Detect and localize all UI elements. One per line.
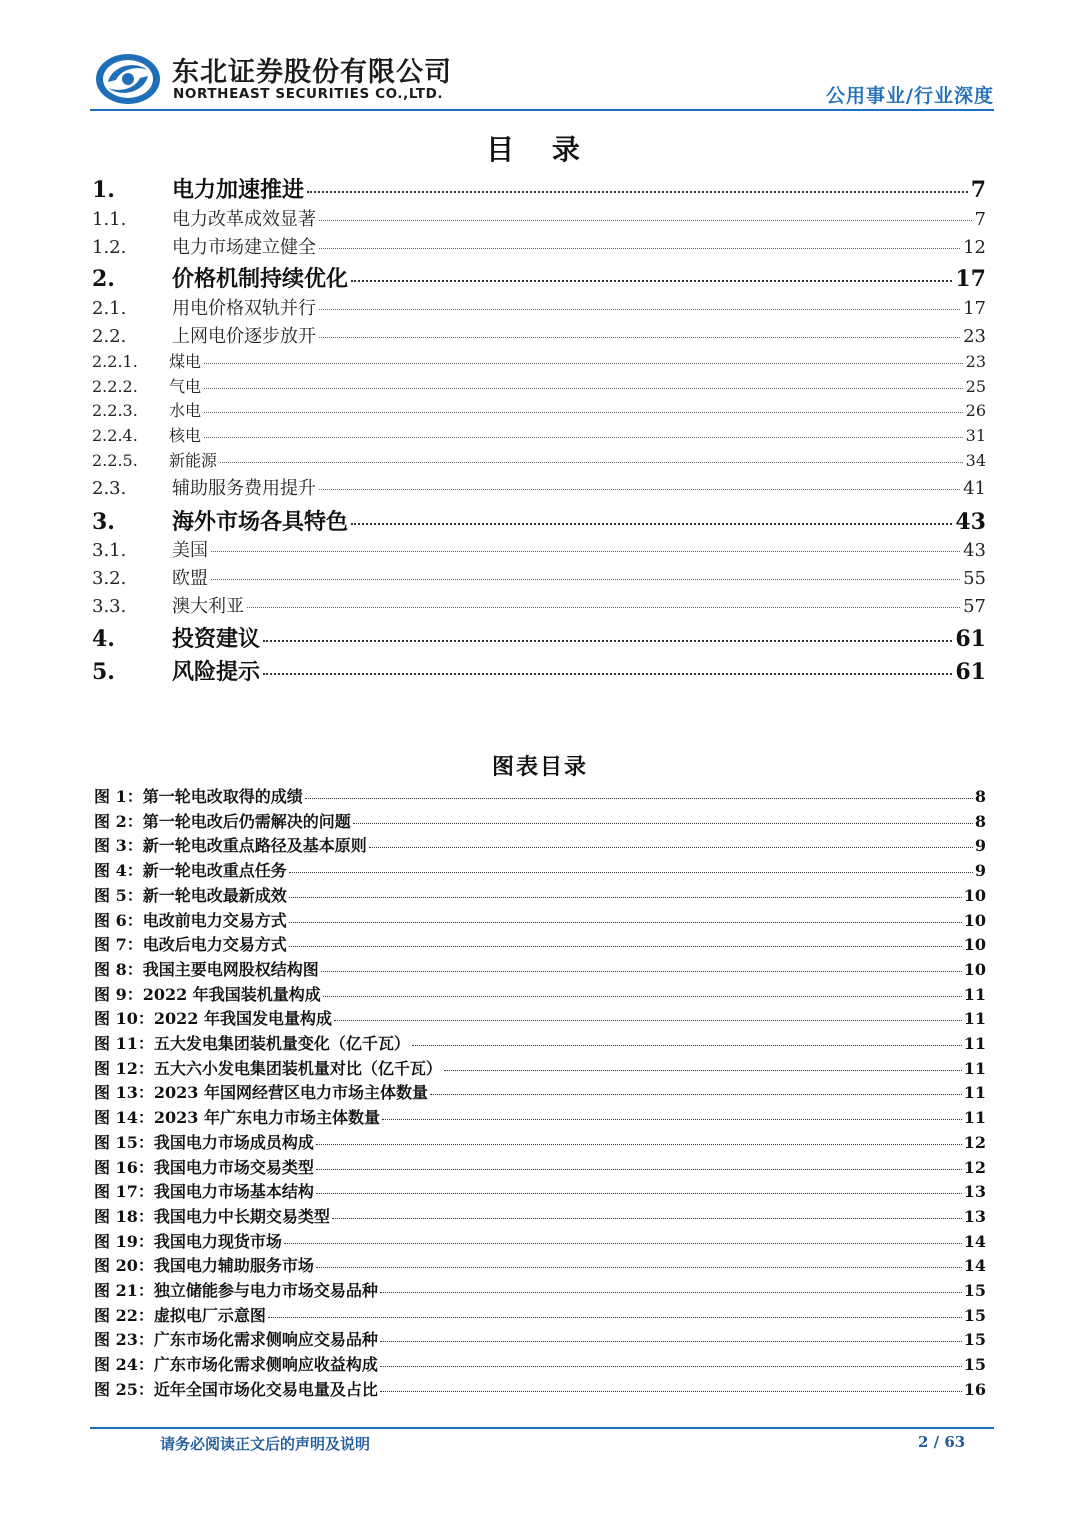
figure-entry-page: 15 — [963, 1330, 986, 1350]
leader-dots — [353, 823, 973, 824]
figure-entry-page: 11 — [963, 984, 986, 1004]
figure-entry[interactable] — [94, 1155, 986, 1178]
toc-entry-title: 风险提示 — [172, 659, 261, 685]
toc-entry[interactable] — [92, 322, 986, 348]
toc-entry[interactable] — [92, 294, 986, 320]
figure-entry[interactable] — [94, 1303, 986, 1326]
leader-dots — [289, 946, 962, 947]
toc-entry[interactable] — [92, 536, 986, 562]
figure-entry-page: 11 — [963, 1034, 986, 1053]
toc-entry[interactable] — [92, 505, 986, 536]
leader-dots — [204, 412, 963, 413]
figure-entry[interactable] — [94, 1080, 986, 1103]
toc-entry[interactable] — [92, 474, 986, 500]
leader-dots — [268, 1317, 962, 1318]
figure-entry-page: 11 — [963, 1058, 986, 1078]
figure-entry[interactable] — [94, 908, 986, 931]
leader-dots — [204, 437, 963, 438]
toc-entry[interactable] — [92, 233, 986, 259]
toc-entry-number: 3. — [92, 509, 115, 535]
figure-entry-label: 图 21：独立储能参与电力市场交易品种 — [94, 1281, 378, 1300]
toc-entry-page: 26 — [965, 401, 986, 420]
figure-entry-page: 15 — [963, 1281, 986, 1300]
figure-entry-label: 图 20：我国电力辅助服务市场 — [94, 1256, 314, 1276]
figure-entry-label: 图 17：我国电力市场基本结构 — [94, 1182, 314, 1202]
figure-entry[interactable] — [94, 957, 986, 980]
toc-entry-number: 2.2.2. — [92, 377, 138, 396]
toc-entry[interactable] — [92, 398, 986, 421]
figure-entry-label: 图 7：电改后电力交易方式 — [94, 935, 287, 955]
toc-entry[interactable] — [92, 205, 986, 231]
figure-entry[interactable] — [94, 1352, 986, 1375]
figure-entry[interactable] — [94, 883, 986, 906]
toc-entry-page: 31 — [965, 426, 986, 445]
leader-dots — [316, 1169, 962, 1170]
toc-entry-title: 美国 — [172, 540, 208, 561]
figure-entry[interactable] — [94, 1006, 986, 1029]
toc-entry-title: 价格机制持续优化 — [172, 266, 349, 292]
figure-list-title: 图表目录 — [491, 755, 588, 780]
figure-entry-page: 9 — [974, 836, 986, 856]
toc-entry[interactable] — [92, 374, 986, 397]
toc-entry-page: 17 — [963, 298, 986, 319]
leader-dots — [305, 798, 973, 799]
figure-entry-label: 图 24：广东市场化需求侧响应收益构成 — [94, 1355, 378, 1375]
leader-dots — [289, 872, 973, 873]
figure-entry[interactable] — [94, 784, 986, 807]
toc-entry-title: 澳大利亚 — [172, 596, 244, 617]
figure-entry[interactable] — [94, 1278, 986, 1301]
leader-dots — [307, 191, 968, 193]
toc-entry-number: 2.2.1. — [92, 352, 138, 371]
figure-entry-label: 图 5：新一轮电改最新成效 — [94, 885, 287, 905]
toc-entry-title: 用电价格双轨并行 — [172, 298, 316, 319]
leader-dots — [351, 523, 952, 525]
footer-divider — [90, 1427, 994, 1429]
leader-dots — [289, 922, 962, 923]
figure-entry[interactable] — [94, 1056, 986, 1079]
toc-entry-page: 61 — [955, 626, 986, 652]
report-category: 公用事业/行业深度 — [826, 85, 994, 107]
leader-dots — [334, 1020, 962, 1021]
toc-entry-number: 2.2.4. — [92, 426, 138, 445]
leader-dots — [284, 1243, 962, 1244]
leader-dots — [380, 1366, 962, 1367]
toc-entry-number: 1. — [92, 177, 115, 203]
toc-entry-page: 7 — [974, 209, 986, 230]
figure-entry[interactable] — [94, 1031, 986, 1054]
leader-dots — [319, 309, 960, 310]
toc-entry-number: 4. — [92, 626, 115, 652]
toc-entry-title: 欧盟 — [172, 568, 208, 589]
leader-dots — [412, 1045, 962, 1046]
toc-entry-page: 7 — [970, 177, 986, 203]
leader-dots — [430, 1094, 962, 1095]
toc-entry[interactable] — [92, 622, 986, 653]
page-header — [90, 48, 994, 110]
leader-dots — [319, 337, 960, 338]
toc-entry-number: 3.2. — [92, 568, 127, 589]
leader-dots — [204, 388, 963, 389]
figure-entry-page: 16 — [963, 1379, 986, 1399]
toc-entry-number: 1.2. — [92, 237, 127, 258]
figure-entry-label: 图 11：五大发电集团装机量变化（亿千瓦） — [94, 1034, 410, 1053]
toc-title: 目 录 — [486, 133, 594, 166]
leader-dots — [263, 640, 952, 642]
leader-dots — [316, 1144, 962, 1145]
toc-entry-title: 投资建议 — [172, 626, 261, 652]
toc-entry-title: 辅助服务费用提升 — [172, 478, 316, 499]
figure-entry[interactable] — [94, 833, 986, 856]
toc-entry-number: 2.2.5. — [92, 451, 138, 470]
leader-dots — [380, 1391, 962, 1392]
figure-entry-label: 图 18：我国电力中长期交易类型 — [94, 1206, 330, 1226]
figure-entry-page: 12 — [963, 1157, 986, 1177]
toc-entry[interactable] — [92, 564, 986, 590]
figure-entry-label: 图 4：新一轮电改重点任务 — [94, 861, 287, 881]
leader-dots — [220, 462, 963, 463]
figure-entry-label: 图 6：电改前电力交易方式 — [94, 910, 287, 930]
toc-entry-title: 气电 — [169, 377, 202, 396]
toc-entry-number: 1.1. — [92, 209, 127, 230]
leader-dots — [319, 489, 960, 490]
figure-entry[interactable] — [94, 858, 986, 881]
toc-entry-title: 电力市场建立健全 — [172, 237, 316, 258]
header-divider — [90, 109, 994, 111]
toc-entry-page: 61 — [955, 659, 986, 685]
figure-entry-label: 图 1：第一轮电改取得的成绩 — [94, 787, 303, 806]
toc-entry-title: 煤电 — [169, 352, 202, 371]
figure-entry[interactable] — [94, 809, 986, 832]
leader-dots — [380, 1341, 962, 1342]
toc-entry-number: 2.2.3. — [92, 401, 138, 420]
leader-dots — [323, 996, 962, 997]
figure-entry-page: 13 — [963, 1206, 986, 1226]
leader-dots — [211, 579, 960, 580]
figure-entry-label: 图 2：第一轮电改后仍需解决的问题 — [94, 811, 351, 831]
leader-dots — [211, 551, 960, 552]
figure-entry[interactable] — [94, 1327, 986, 1350]
toc-entry-number: 2.1. — [92, 298, 127, 319]
toc-entry[interactable] — [92, 592, 986, 618]
leader-dots — [369, 847, 973, 848]
figure-entry[interactable] — [94, 982, 986, 1005]
figure-entry-label: 图 9：2022 年我国装机量构成 — [94, 984, 321, 1004]
toc-entry-number: 2. — [92, 266, 115, 292]
leader-dots — [444, 1070, 962, 1071]
leader-dots — [351, 280, 952, 282]
toc-entry-page: 41 — [963, 478, 986, 499]
toc-entry-title: 水电 — [169, 401, 202, 420]
toc-entry-title: 新能源 — [169, 451, 218, 470]
toc-entry-page: 17 — [955, 266, 986, 292]
toc-entry-number: 3.3. — [92, 596, 127, 617]
figure-entry-page: 15 — [963, 1305, 986, 1325]
figure-entry-label: 图 19：我国电力现货市场 — [94, 1231, 282, 1251]
figure-entry-page: 11 — [963, 1108, 986, 1128]
leader-dots — [316, 1267, 962, 1268]
figure-entry-label: 图 14：2023 年广东电力市场主体数量 — [94, 1108, 380, 1128]
figure-entry[interactable] — [94, 1253, 986, 1276]
leader-dots — [247, 607, 960, 608]
toc-entry-page: 57 — [963, 596, 986, 617]
toc-entry-page: 34 — [965, 451, 986, 470]
figure-entry-page: 14 — [963, 1231, 986, 1251]
figure-entry-label: 图 16：我国电力市场交易类型 — [94, 1157, 314, 1177]
leader-dots — [382, 1119, 962, 1120]
figure-entry-page: 9 — [974, 861, 986, 881]
figure-entry-label: 图 3：新一轮电改重点路径及基本原则 — [94, 836, 367, 856]
figure-entry[interactable] — [94, 1105, 986, 1128]
leader-dots — [319, 220, 972, 221]
figure-entry[interactable] — [94, 932, 986, 955]
disclaimer-note: 请务必阅读正文后的声明及说明 — [160, 1435, 371, 1453]
toc-entry[interactable] — [92, 448, 986, 471]
leader-dots — [204, 363, 963, 364]
figure-entry-page: 10 — [963, 959, 986, 979]
figure-entry-page: 11 — [963, 1009, 986, 1029]
figure-entry-page: 14 — [963, 1256, 986, 1276]
toc-entry[interactable] — [92, 349, 986, 372]
figure-entry[interactable] — [94, 1229, 986, 1252]
figure-entry-page: 13 — [963, 1182, 986, 1202]
figure-entry-page: 10 — [963, 910, 986, 930]
leader-dots — [380, 1292, 962, 1293]
figure-entry-label: 图 12：五大六小发电集团装机量对比（亿千瓦） — [94, 1058, 442, 1078]
toc-entry[interactable] — [92, 173, 986, 204]
toc-entry-title: 上网电价逐步放开 — [172, 326, 316, 347]
toc-entry-page: 43 — [963, 540, 986, 561]
figure-entry-label: 图 13：2023 年国网经营区电力市场主体数量 — [94, 1083, 428, 1103]
leader-dots — [263, 673, 952, 675]
leader-dots — [332, 1218, 962, 1219]
toc-entry-number: 2.3. — [92, 478, 127, 499]
figure-entry-label: 图 8：我国主要电网股权结构图 — [94, 959, 319, 979]
figure-entry[interactable] — [94, 1179, 986, 1202]
figure-entry-page: 11 — [963, 1083, 986, 1103]
leader-dots — [319, 248, 960, 249]
toc-entry-title: 电力改革成效显著 — [172, 209, 316, 230]
company-name-en: NORTHEAST SECURITIES CO.,LTD. — [173, 86, 444, 102]
toc-entry-number: 2.2. — [92, 326, 127, 347]
toc-entry-page: 43 — [955, 509, 986, 535]
figure-entry-page: 10 — [963, 935, 986, 955]
toc-entry-title: 海外市场各具特色 — [172, 509, 349, 535]
figure-entry-label: 图 10：2022 年我国发电量构成 — [94, 1009, 332, 1029]
toc-entry-page: 55 — [963, 568, 986, 589]
toc-entry[interactable] — [92, 262, 986, 293]
toc-entry-number: 3.1. — [92, 540, 127, 561]
company-name-cn: 东北证券股份有限公司 — [172, 57, 452, 88]
toc-entry-page: 23 — [963, 326, 986, 347]
toc-entry-page: 25 — [965, 377, 986, 396]
northeast-securities-logo-icon — [94, 52, 162, 106]
toc-entry-number: 5. — [92, 659, 115, 685]
toc-entry-title: 核电 — [169, 426, 202, 445]
figure-entry-label: 图 15：我国电力市场成员构成 — [94, 1132, 314, 1152]
leader-dots — [316, 1193, 962, 1194]
toc-entry-title: 电力加速推进 — [172, 177, 305, 203]
figure-entry-page: 8 — [974, 811, 986, 831]
figure-entry-label: 图 25：近年全国市场化交易电量及占比 — [94, 1379, 378, 1399]
figure-entry-page: 10 — [963, 885, 986, 905]
figure-entry[interactable] — [94, 1377, 986, 1400]
toc-entry[interactable] — [92, 655, 986, 686]
figure-entry-page: 12 — [963, 1132, 986, 1152]
page-number: 2 / 63 — [918, 1433, 966, 1451]
figure-entry-label: 图 22：虚拟电厂示意图 — [94, 1305, 266, 1325]
figure-entry-page: 15 — [963, 1355, 986, 1375]
leader-dots — [289, 897, 962, 898]
figure-entry[interactable] — [94, 1204, 986, 1227]
figure-entry-page: 8 — [974, 787, 986, 806]
figure-entry-label: 图 23：广东市场化需求侧响应交易品种 — [94, 1330, 378, 1350]
toc-entry-page: 12 — [963, 237, 986, 258]
toc-entry-page: 23 — [965, 352, 986, 371]
figure-entry[interactable] — [94, 1130, 986, 1153]
toc-entry[interactable] — [92, 423, 986, 446]
leader-dots — [321, 971, 962, 972]
